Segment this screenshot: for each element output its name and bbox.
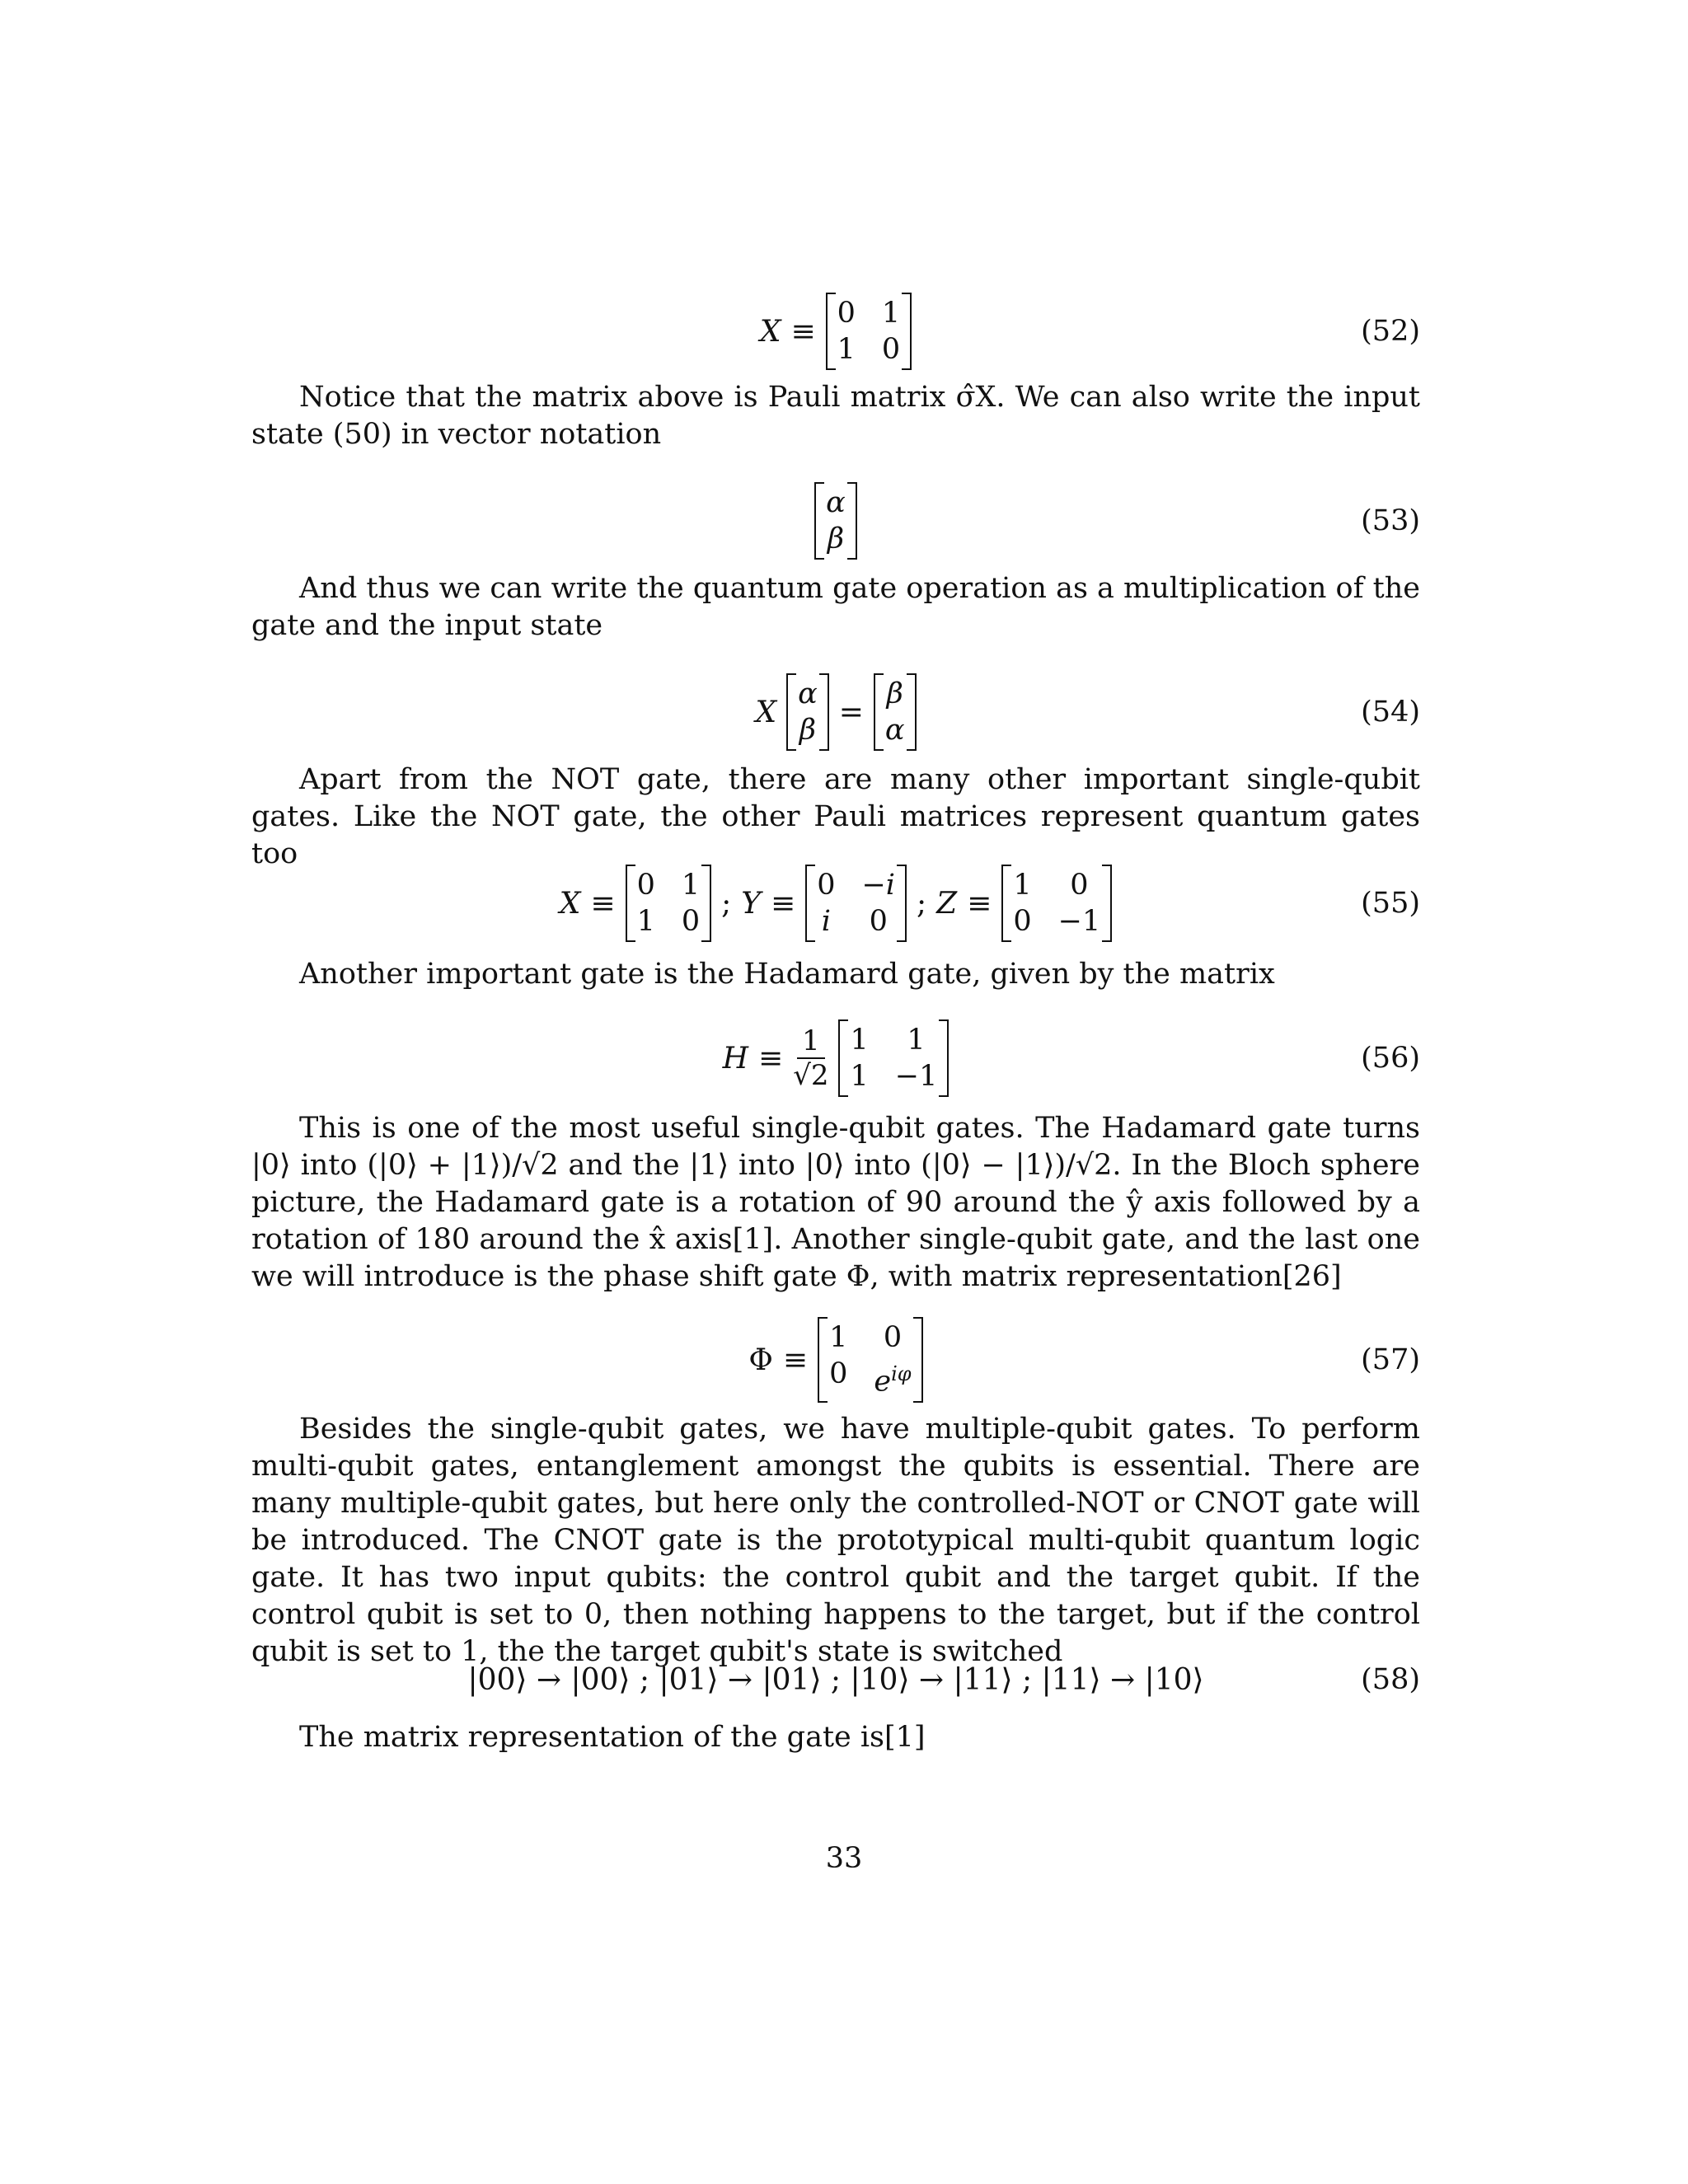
exponential-power: iφ <box>891 1362 912 1386</box>
vector-cell: β <box>886 677 903 710</box>
exponential-base: e <box>874 1365 892 1399</box>
equation-55 <box>251 862 1420 944</box>
equation-number: (58) <box>1361 1663 1420 1696</box>
eq56-fraction <box>793 1024 828 1092</box>
vector-cell: α <box>826 486 846 519</box>
matrix-cell: 1 <box>837 333 856 366</box>
vector-cell: α <box>884 714 905 747</box>
eq53-vector <box>814 482 857 560</box>
matrix-cell: 0 <box>829 1357 848 1391</box>
eq55-z-label: Z <box>936 886 958 921</box>
matrix-cell: −1 <box>1057 905 1101 938</box>
eq52-lhs: X <box>759 314 781 349</box>
eq56-lhs: H <box>722 1041 749 1076</box>
equation-56 <box>251 1017 1420 1099</box>
eq55-sep: ; <box>721 886 732 921</box>
matrix-cell: 0 <box>869 905 888 938</box>
fraction-denominator: √2 <box>793 1059 829 1092</box>
matrix-cell: 1 <box>850 1024 869 1057</box>
eq55-sep: ; <box>917 886 927 921</box>
matrix-cell: 1 <box>829 1321 848 1355</box>
matrix-cell: 1 <box>850 1060 869 1093</box>
paragraph: Besides the single-qubit gates, we have multiple-qubit gates. To perform multi-qubit gates, entanglement amongst the qubits is essential. There are many multiple-qubit gates, but here only the controlled-NOT or CNOT gate will be introduced. The CNOT gate is the prototypical multi-qubit quantum logic gate. It has two input qubits: the control qubit and the target qubit. If the control qubit is set to 0, then nothing happens to the target, but if the control qubit is set to 1, the the target qubit's state is switched <box>251 1413 1420 1668</box>
matrix-cell: 0 <box>681 905 701 938</box>
matrix-cell: 0 <box>1013 905 1032 938</box>
eq55-y-label: Y <box>741 886 762 921</box>
vector-cell: β <box>827 523 845 555</box>
matrix-cell: 1 <box>881 297 901 330</box>
equation-58 <box>251 1648 1420 1711</box>
page-number: 33 <box>825 1842 863 1875</box>
equation-number: (53) <box>1361 504 1420 537</box>
eq56-matrix <box>838 1019 949 1097</box>
matrix-cell: −1 <box>894 1060 938 1093</box>
matrix-cell: 0 <box>881 333 901 366</box>
equation-54 <box>251 671 1420 753</box>
vector-cell: β <box>799 714 817 747</box>
equation-number: (56) <box>1361 1042 1420 1075</box>
equation-number: (57) <box>1361 1343 1420 1376</box>
eq55-z-matrix <box>1001 865 1112 942</box>
eq54-rel: = <box>838 695 864 729</box>
paragraph: And thus we can write the quantum gate operation as a multiplication of the gate and the input state <box>251 572 1420 642</box>
matrix-cell: 1 <box>681 869 701 902</box>
paragraph: Another important gate is the Hadamard gate, given by the matrix <box>299 958 1275 991</box>
matrix-cell: 0 <box>883 1321 903 1355</box>
equation-53 <box>251 480 1420 562</box>
vector-cell: α <box>798 677 818 710</box>
eq57-matrix <box>818 1317 922 1403</box>
matrix-cell: 1 <box>636 905 655 938</box>
equation-57 <box>251 1319 1420 1401</box>
equation-number: (55) <box>1361 887 1420 920</box>
matrix-cell: 1 <box>1013 869 1032 902</box>
equation-number: (52) <box>1361 315 1420 348</box>
matrix-cell: 1 <box>907 1024 926 1057</box>
eq54-output-vector <box>874 673 917 751</box>
matrix-cell: 0 <box>636 869 655 902</box>
matrix-cell: 0 <box>1070 869 1089 902</box>
matrix-cell: 0 <box>817 869 836 902</box>
matrix-cell: i <box>821 905 831 938</box>
matrix-cell-exponential <box>874 1357 911 1399</box>
eq55-rel: ≡ <box>967 886 992 921</box>
equation-52 <box>251 290 1420 373</box>
paragraph: This is one of the most useful single-qubit gates. The Hadamard gate turns |0⟩ into (|0⟩ + |1⟩)/√2 and the |1⟩ into |0⟩ into (|0⟩ − |1⟩)/√2. In the Bloch sphere picture, the Hadamard gate is a rotation of 90 around the ŷ axis followed by a rotation of 180 around the x̂ axis[1]. Another single-qubit gate, and the last one we will introduce is the phase shift gate Φ, with matrix representation[26] <box>251 1112 1420 1293</box>
fraction-numerator: 1 <box>797 1024 825 1059</box>
matrix-cell: −i <box>861 869 896 902</box>
eq52-matrix <box>826 293 912 370</box>
matrix-cell: 0 <box>837 297 856 330</box>
equation-number: (54) <box>1361 696 1420 729</box>
eq58-expression: |00⟩ → |00⟩ ; |01⟩ → |01⟩ ; |10⟩ → |11⟩ ; |11⟩ → |10⟩ <box>467 1662 1204 1697</box>
eq55-x-matrix <box>626 865 712 942</box>
eq52-rel: ≡ <box>790 314 816 349</box>
eq54-input-vector <box>786 673 829 751</box>
eq55-rel: ≡ <box>590 886 616 921</box>
paragraph: The matrix representation of the gate is[1] <box>299 1721 926 1754</box>
eq57-lhs: Φ <box>748 1343 773 1377</box>
eq55-y-matrix <box>805 865 907 942</box>
eq55-x-label: X <box>559 886 581 921</box>
eq54-lhs: X <box>755 695 777 729</box>
eq55-rel: ≡ <box>771 886 796 921</box>
eq57-rel: ≡ <box>782 1343 809 1377</box>
eq56-rel: ≡ <box>758 1041 784 1076</box>
paragraph: Notice that the matrix above is Pauli matrix σ̂X. We can also write the input state (50) in vector notation <box>251 381 1420 451</box>
paragraph: Apart from the NOT gate, there are many other important single-qubit gates. Like the NOT gate, the other Pauli matrices represent quantum gates too <box>251 763 1420 870</box>
